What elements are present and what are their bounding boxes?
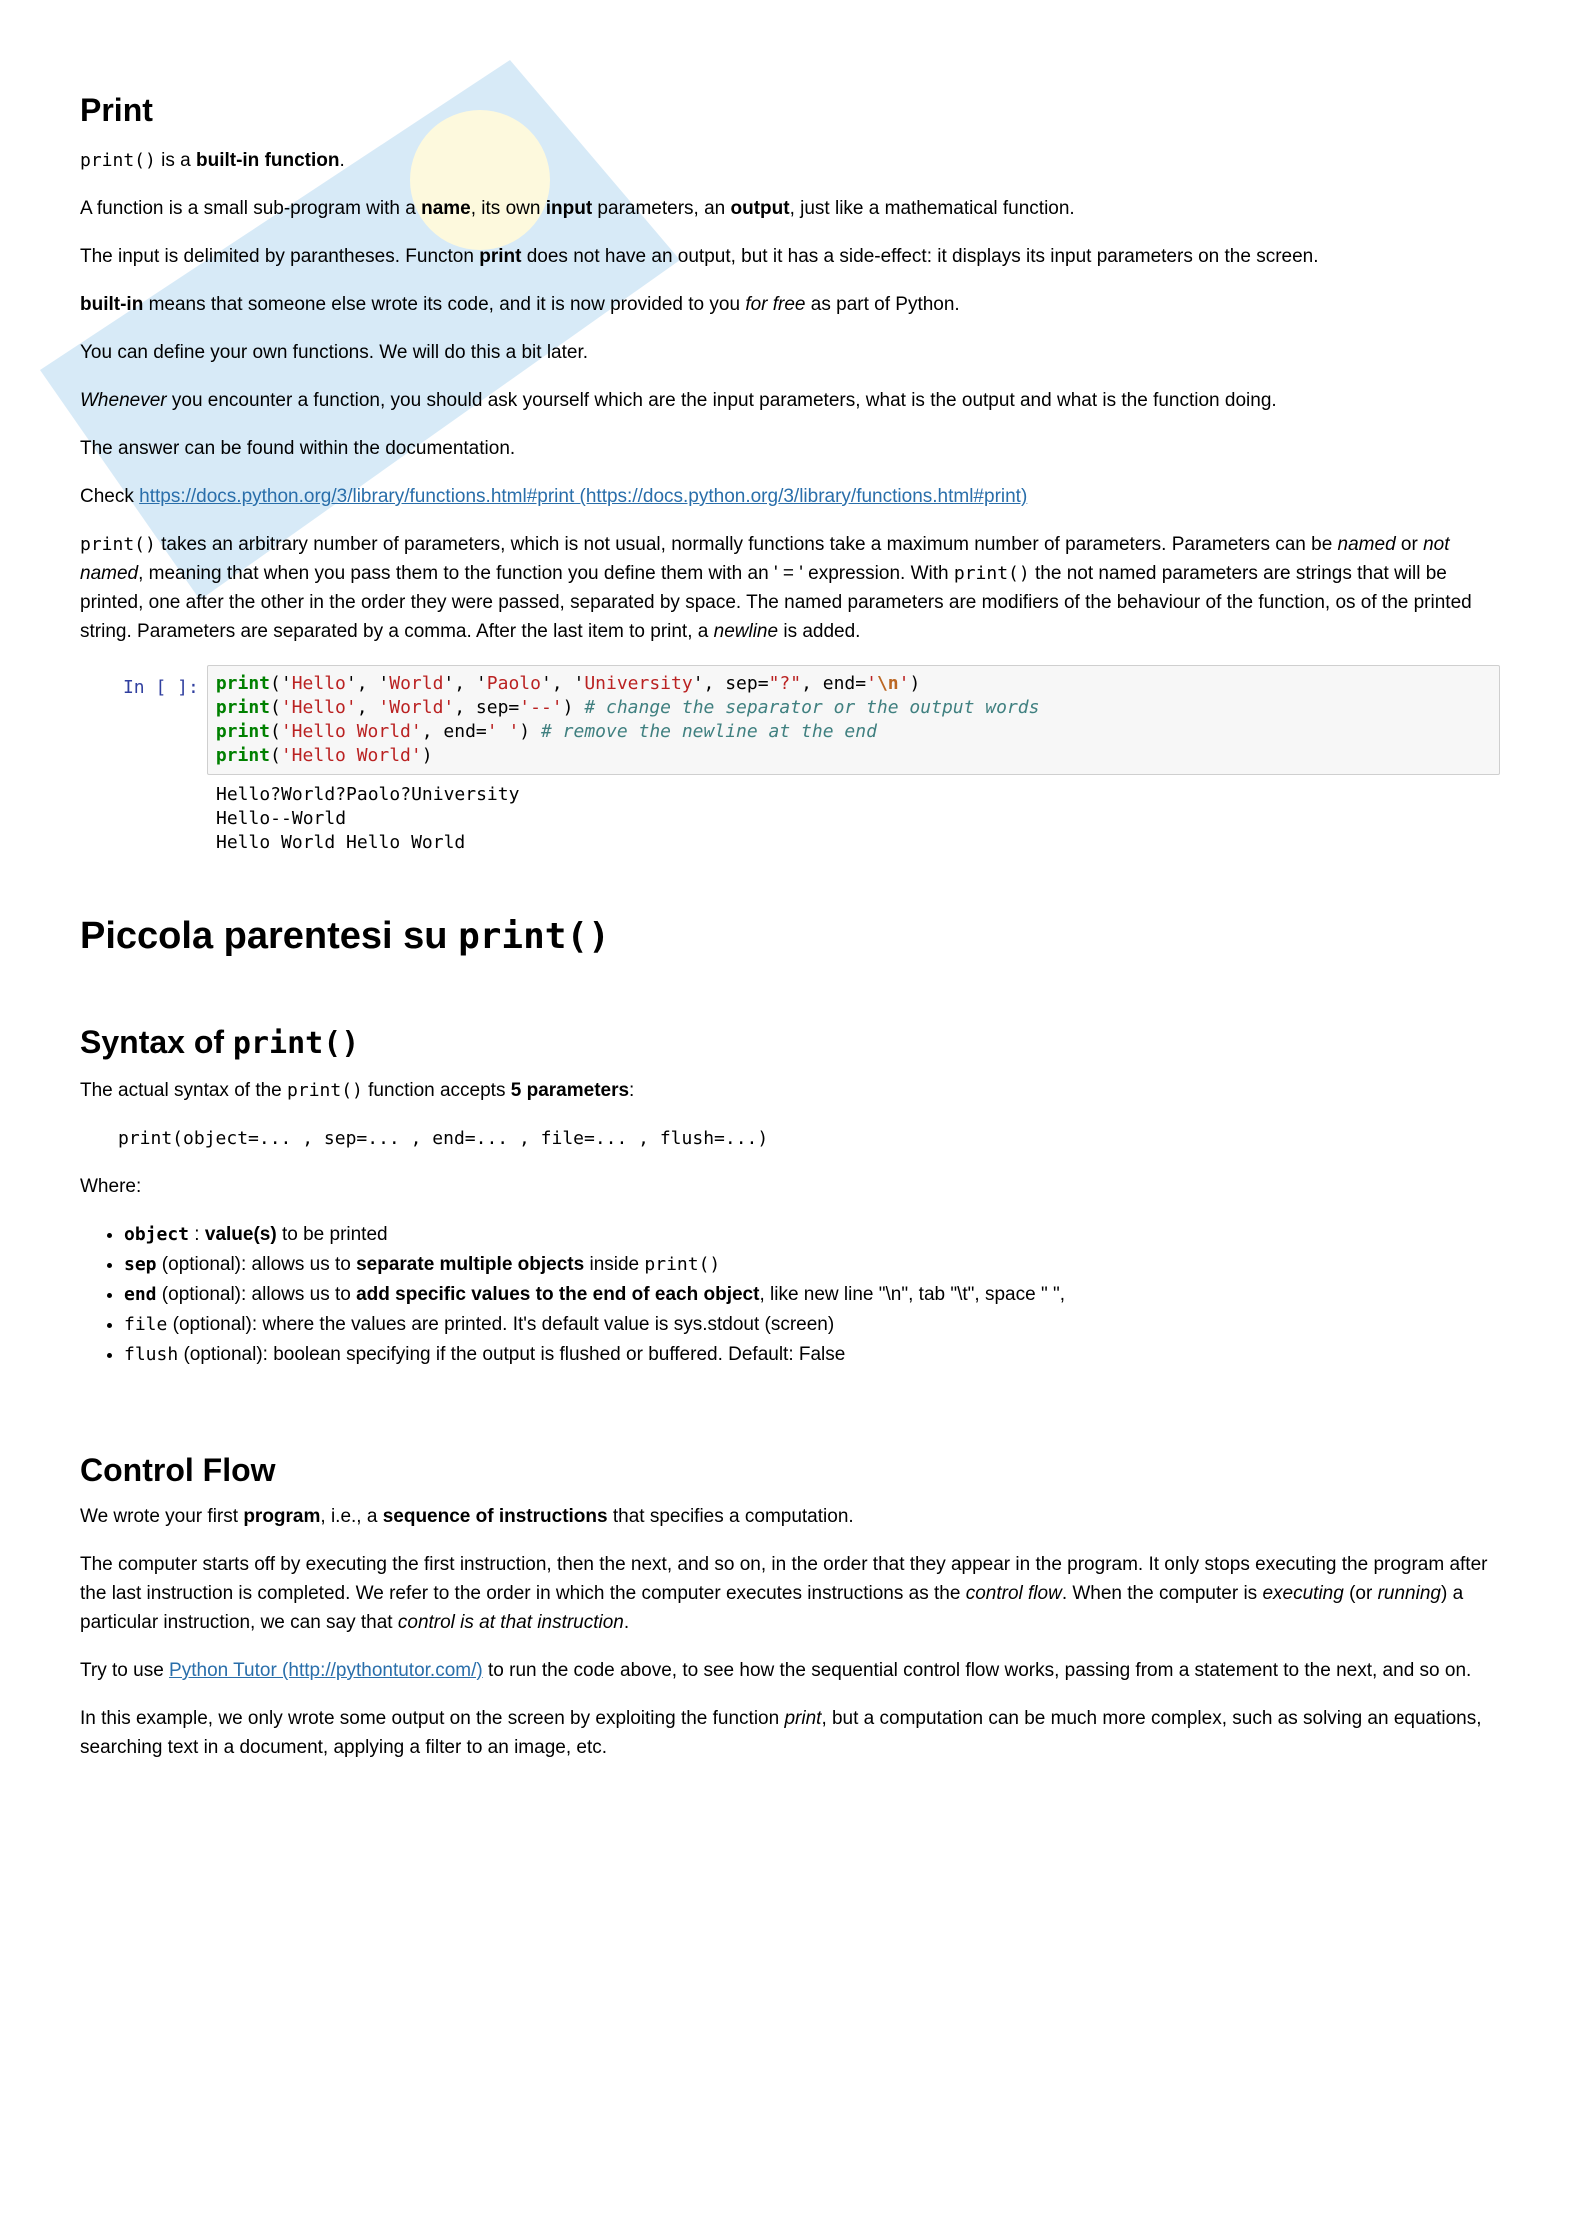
code-line-3: print('Hello World', end=' ') # remove the newline at the end	[215, 721, 877, 742]
syntax-intro: The actual syntax of the print() function accepts 5 parameters:	[80, 1080, 635, 1101]
print-p2: A function is a small sub-program with a name, its own input parameters, an output, just like a mathematical function.	[80, 198, 1075, 219]
print-p6: Whenever you encounter a function, you should ask yourself which are the input parameters, what is the output and what is the function doing.	[80, 390, 1277, 411]
control-flow-p2: The computer starts off by executing the first instruction, then the next, and so on, in the order that they appear in the program. It only stops executing the program after the last instruction is completed. We refer to the order in which the computer executes instructions as the control flow. When the computer is executing (or running) a particular instruction, we can say that control is at that instruction.	[80, 1554, 1488, 1633]
print-p1: print() is a built-in function.	[80, 150, 345, 171]
list-item: • object : value(s) to be printed	[124, 1220, 1500, 1250]
cell-prompt: In [ ]:	[122, 677, 199, 698]
syntax-heading: Syntax of print()	[80, 1024, 360, 1061]
print-p5: You can define your own functions. We will do this a bit later.	[80, 342, 589, 363]
print-p7: The answer can be found within the documentation.	[80, 438, 516, 459]
control-flow-p3: Try to use Python Tutor (http://pythontutor.com/) to run the code above, to see how the sequential control flow works, passing from a statement to the next, and so on.	[80, 1660, 1472, 1681]
syntax-where: Where:	[80, 1176, 142, 1197]
parameter-list	[80, 1220, 1500, 1370]
print-heading: Print	[80, 92, 153, 128]
control-flow-p4: In this example, we only wrote some output on the screen by exploiting the function print, but a computation can be much more complex, such as solving an equations, searching text in a document, applying a filter to an image, etc.	[80, 1708, 1482, 1758]
list-item: • file (optional): where the values are printed. It's default value is sys.stdout (screen)	[124, 1310, 1500, 1340]
print-p4: built-in means that someone else wrote its code, and it is now provided to you for free as part of Python.	[80, 294, 960, 315]
python-tutor-link[interactable]: Python Tutor (http://pythontutor.com/)	[169, 1660, 483, 1681]
list-item: • flush (optional): boolean specifying if the output is flushed or buffered. Default: False	[124, 1340, 1500, 1370]
list-item: • sep (optional): allows us to separate multiple objects inside print()	[124, 1250, 1500, 1280]
print-p8: Check https://docs.python.org/3/library/functions.html#print (https://docs.python.org/3/library/functions.html#print)	[80, 486, 1028, 507]
document-page	[80, 90, 1500, 1781]
control-flow-p1: We wrote your first program, i.e., a sequence of instructions that specifies a computation.	[80, 1506, 854, 1527]
control-flow-heading: Control Flow	[80, 1452, 276, 1488]
code-line-1: print('Hello', 'World', 'Paolo', 'University', sep="?", end='\n')	[215, 673, 921, 694]
cell-output: Hello?World?Paolo?University Hello--World Hello World Hello World	[216, 784, 520, 853]
syntax-signature: print(object=... , sep=... , end=... , file=... , flush=...)	[118, 1128, 769, 1149]
code-line-4: print('Hello World')	[215, 745, 433, 766]
code-cell	[80, 665, 1500, 775]
parentesi-heading: Piccola parentesi su print()	[80, 915, 610, 957]
code-line-2: print('Hello', 'World', sep='--') # change the separator or the output words	[215, 697, 1040, 718]
list-item: • end (optional): allows us to add specific values to the end of each object, like new line "\n", tab "\t", space " ",	[124, 1280, 1500, 1310]
print-p9: print() takes an arbitrary number of parameters, which is not usual, normally functions take a maximum number of parameters. Parameters can be named or not named, meaning that when you pass them to the function you define them with an ' = ' expression. With print() the not named parameters are strings that will be printed, one after the other in the order they were passed, separated by space. The named parameters are modifiers of the behaviour of the function, os of the printed string. Parameters are separated by a comma. After the last item to print, a newline is added.	[80, 534, 1472, 642]
code-input[interactable]	[207, 665, 1500, 775]
print-p3: The input is delimited by parantheses. Functon print does not have an output, but it has a side-effect: it displays its input parameters on the screen.	[80, 246, 1319, 267]
python-docs-link[interactable]: https://docs.python.org/3/library/functions.html#print (https://docs.python.org/3/library/functions.html#print)	[139, 486, 1028, 507]
